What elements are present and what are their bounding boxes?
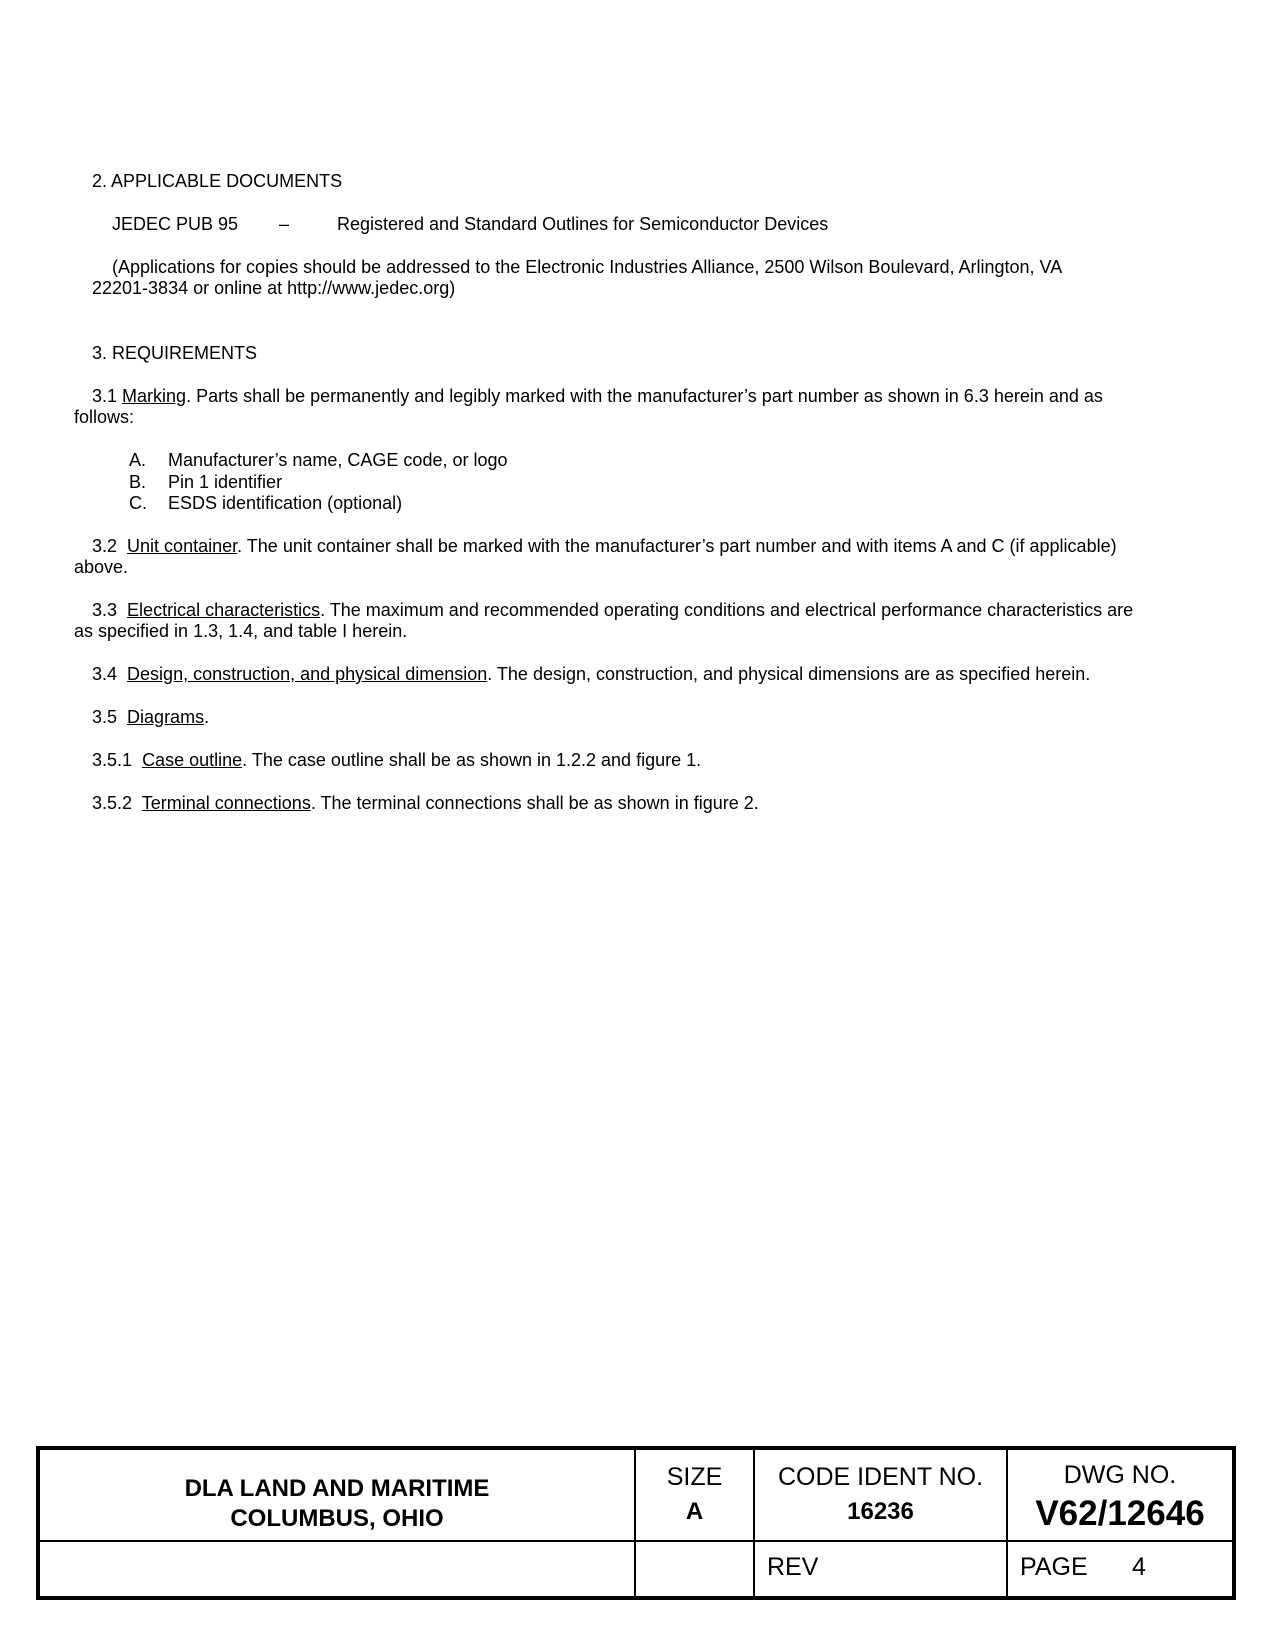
para-3-5-2-title: Terminal connections	[141, 793, 311, 813]
page-number: 4	[1132, 1553, 1146, 1581]
para-3-5-title: Diagrams	[127, 707, 205, 727]
para-3-1-text: . Parts shall be permanently and legibly marked with the manufacturer’s part number as shown in 6.3 herein and as	[186, 386, 1103, 406]
para-3-5-1-number: 3.5.1	[92, 750, 133, 770]
para-3-4-text: . The design, construction, and physical dimensions are as specified herein.	[487, 664, 1091, 684]
para-3-1-line2: follows:	[74, 407, 135, 427]
para-3-2-line2: above.	[74, 557, 129, 577]
para-3-4-number: 3.4	[92, 664, 118, 684]
marking-item-a-letter: A.	[129, 450, 147, 470]
para-3-2-text: . The unit container shall be marked with the manufacturer’s part number and with items A and C (if applicable)	[237, 536, 1117, 556]
size-value: A	[685, 1498, 704, 1525]
code-ident-label: CODE IDENT NO.	[777, 1463, 984, 1491]
dwg-no-value: V62/12646	[1035, 1494, 1205, 1533]
org-location: COLUMBUS, OHIO	[230, 1505, 444, 1532]
para-3-2-title: Unit container	[127, 536, 238, 556]
para-3-1-line1	[92, 386, 1103, 407]
para-3-5	[92, 707, 209, 728]
jedec-note-line2: 22201-3834 or online at http://www.jedec.org)	[92, 278, 456, 298]
para-3-4	[92, 664, 1090, 685]
org-name: DLA LAND AND MARITIME	[184, 1475, 490, 1502]
para-3-1-number: 3.1	[92, 386, 118, 406]
para-3-5-2	[92, 793, 759, 814]
para-3-2-number: 3.2	[92, 536, 118, 556]
para-3-5-1-text: . The case outline shall be as shown in 1.2.2 and figure 1.	[242, 750, 702, 770]
para-3-3-number: 3.3	[92, 600, 118, 620]
page-label: PAGE	[1020, 1553, 1088, 1581]
marking-item-a-text: Manufacturer’s name, CAGE code, or logo	[168, 450, 508, 470]
jedec-note-line1: (Applications for copies should be addressed to the Electronic Industries Alliance, 2500 Wilson Boulevard, Arlington, VA	[112, 257, 1063, 277]
drawing-title-block	[36, 1446, 1236, 1600]
para-3-3-line1	[92, 600, 1133, 621]
para-3-4-title: Design, construction, and physical dimension	[127, 664, 488, 684]
jedec-doc-id: JEDEC PUB 95	[112, 214, 239, 234]
rev-label: REV	[767, 1553, 819, 1581]
para-3-3-text: . The maximum and recommended operating conditions and electrical performance characteristics are	[320, 600, 1134, 620]
marking-item-c-letter: C.	[129, 493, 147, 513]
marking-item-c-text: ESDS identification (optional)	[168, 493, 403, 513]
title-block-row-divider	[40, 1540, 1232, 1542]
para-3-3-title: Electrical characteristics	[127, 600, 321, 620]
para-3-5-1-title: Case outline	[142, 750, 243, 770]
para-3-1-title: Marking	[122, 386, 187, 406]
jedec-doc-title: Registered and Standard Outlines for Semiconductor Devices	[337, 214, 829, 234]
code-ident-value: 16236	[847, 1498, 914, 1525]
para-3-3-line2: as specified in 1.3, 1.4, and table I herein.	[74, 621, 408, 641]
para-3-5-text: .	[204, 707, 210, 727]
marking-item-b-letter: B.	[129, 472, 147, 492]
para-3-5-number: 3.5	[92, 707, 118, 727]
para-3-5-2-text: . The terminal connections shall be as shown in figure 2.	[310, 793, 759, 813]
dwg-no-label: DWG NO.	[1063, 1461, 1177, 1489]
para-3-5-1	[92, 750, 701, 771]
para-3-2-line1	[92, 536, 1117, 557]
size-label: SIZE	[666, 1463, 723, 1491]
section-2-heading: 2. APPLICABLE DOCUMENTS	[92, 171, 343, 191]
marking-item-b-text: Pin 1 identifier	[168, 472, 283, 492]
section-3-heading: 3. REQUIREMENTS	[92, 343, 258, 363]
jedec-dash: –	[279, 214, 290, 234]
para-3-5-2-number: 3.5.2	[92, 793, 133, 813]
